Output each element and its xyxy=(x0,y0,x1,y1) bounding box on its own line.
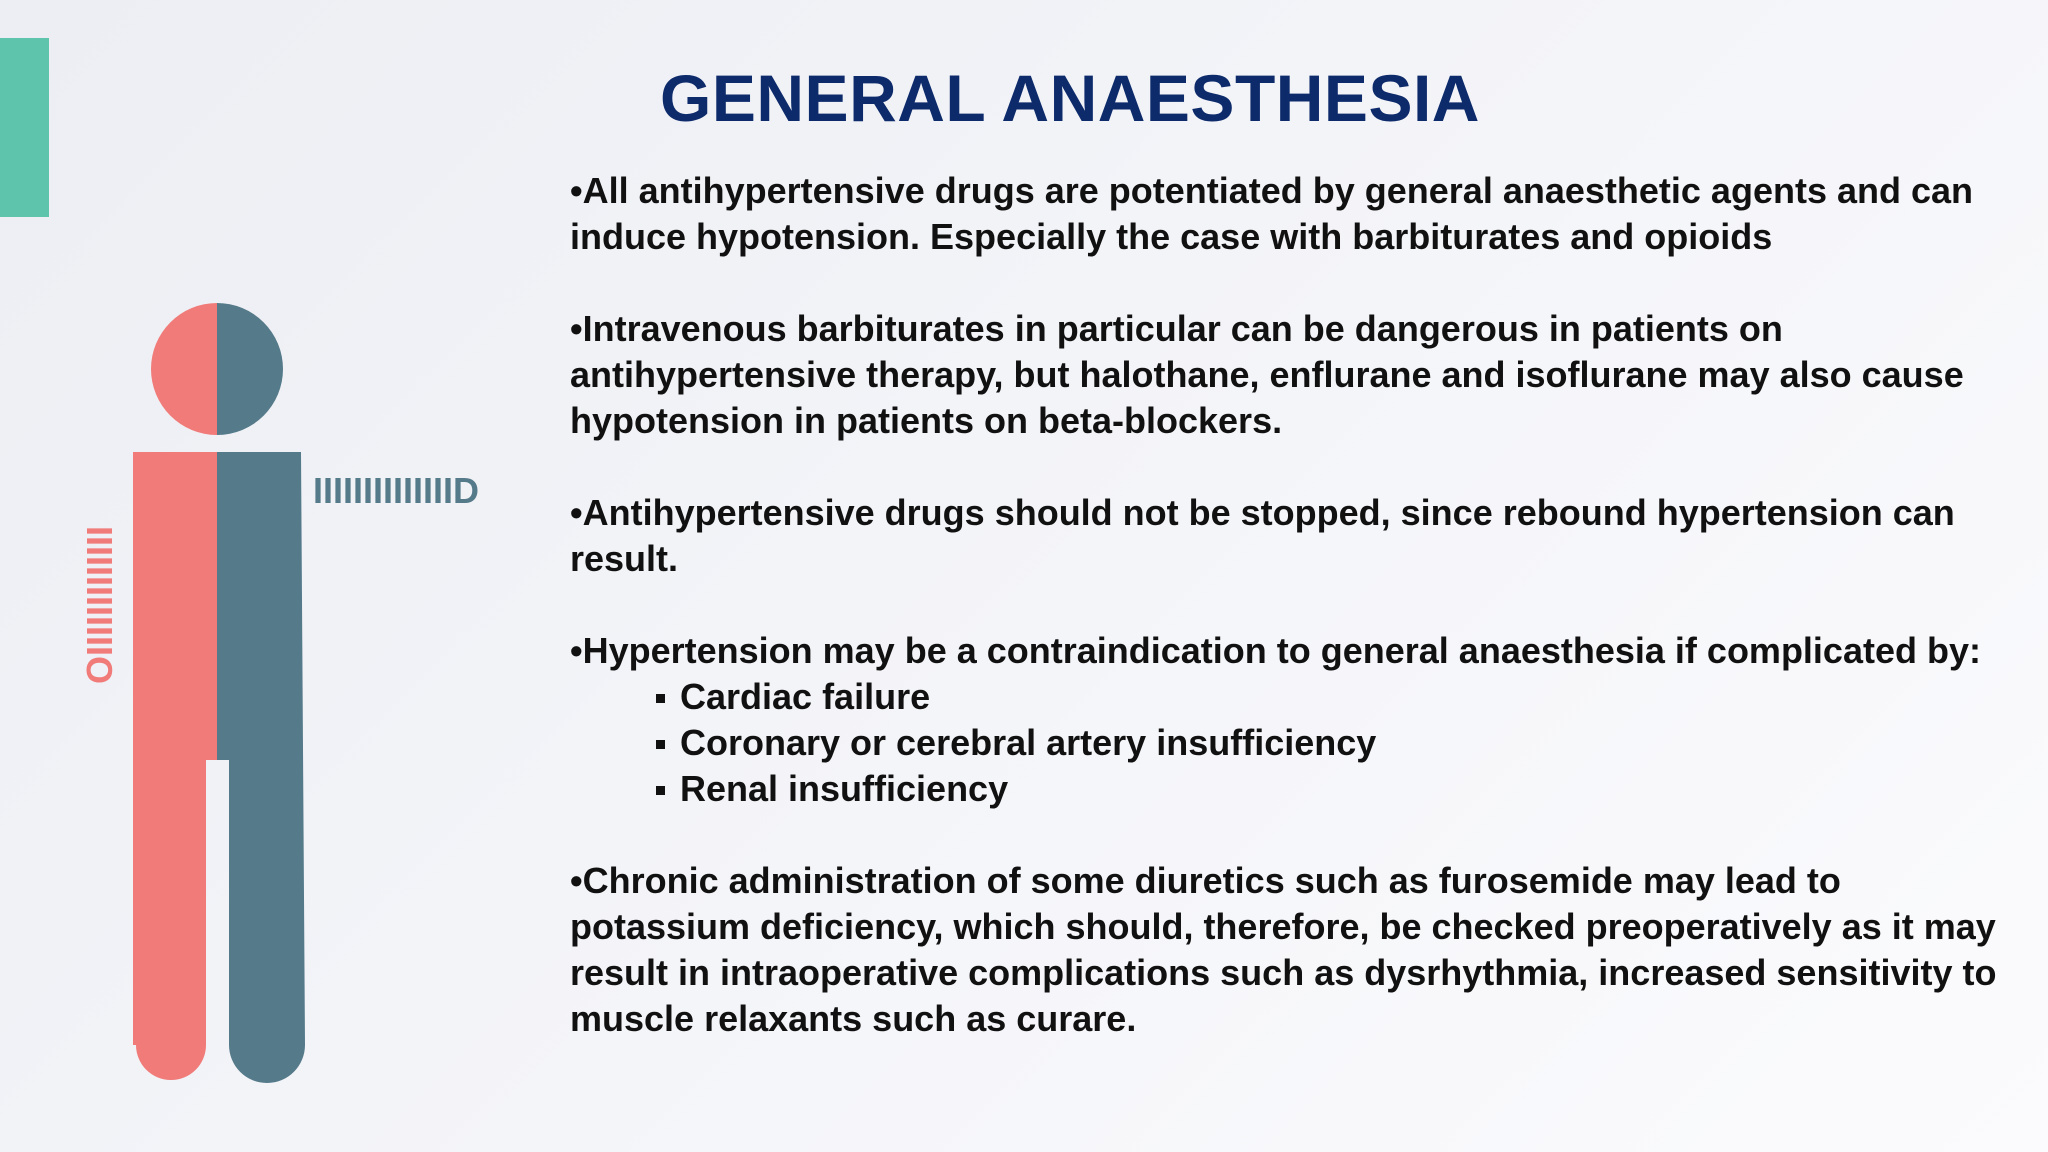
sub-item-renal-insufficiency: Renal insufficiency xyxy=(656,766,2020,812)
bullet-1: •All antihypertensive drugs are potentiated by general anaesthetic agents and can induce hypotension. Especially the case with barbiturates and opioids xyxy=(570,170,1973,257)
gauge-right-label: IIIIIIIIIIIIIID xyxy=(313,470,480,511)
human-body-split-icon xyxy=(0,0,560,1152)
bullet-2: •Intravenous barbiturates in particular can be dangerous in patients on antihypertensive therapy, but halothane, enflurane and isoflurane may also cause hypotension in patients on beta-blockers. xyxy=(570,308,1964,441)
figure-right-half xyxy=(217,303,305,1083)
contraindication-list xyxy=(570,674,2020,812)
bullet-3: •Antihypertensive drugs should not be stopped, since rebound hypertension can result. xyxy=(570,492,1955,579)
bullet-5: •Chronic administration of some diuretics such as furosemide may lead to potassium deficiency, which should, therefore, be checked preoperatively as it may result in intraoperative complications such as dysrhythmia, increased sensitivity to muscle relaxants such as curare. xyxy=(570,860,1997,1039)
bullet-4: •Hypertension may be a contraindication to general anaesthesia if complicated by: xyxy=(570,630,1981,671)
gauge-left-label: OIIIIIIIIIIIII xyxy=(79,525,120,684)
figure-left-half xyxy=(133,303,217,1080)
sub-item-cardiac-failure: Cardiac failure xyxy=(656,674,2020,720)
sub-item-artery-insufficiency: Coronary or cerebral artery insufficiency xyxy=(656,720,2020,766)
slide-body xyxy=(570,168,2020,1088)
slide-title: GENERAL ANAESTHESIA xyxy=(660,61,1480,135)
